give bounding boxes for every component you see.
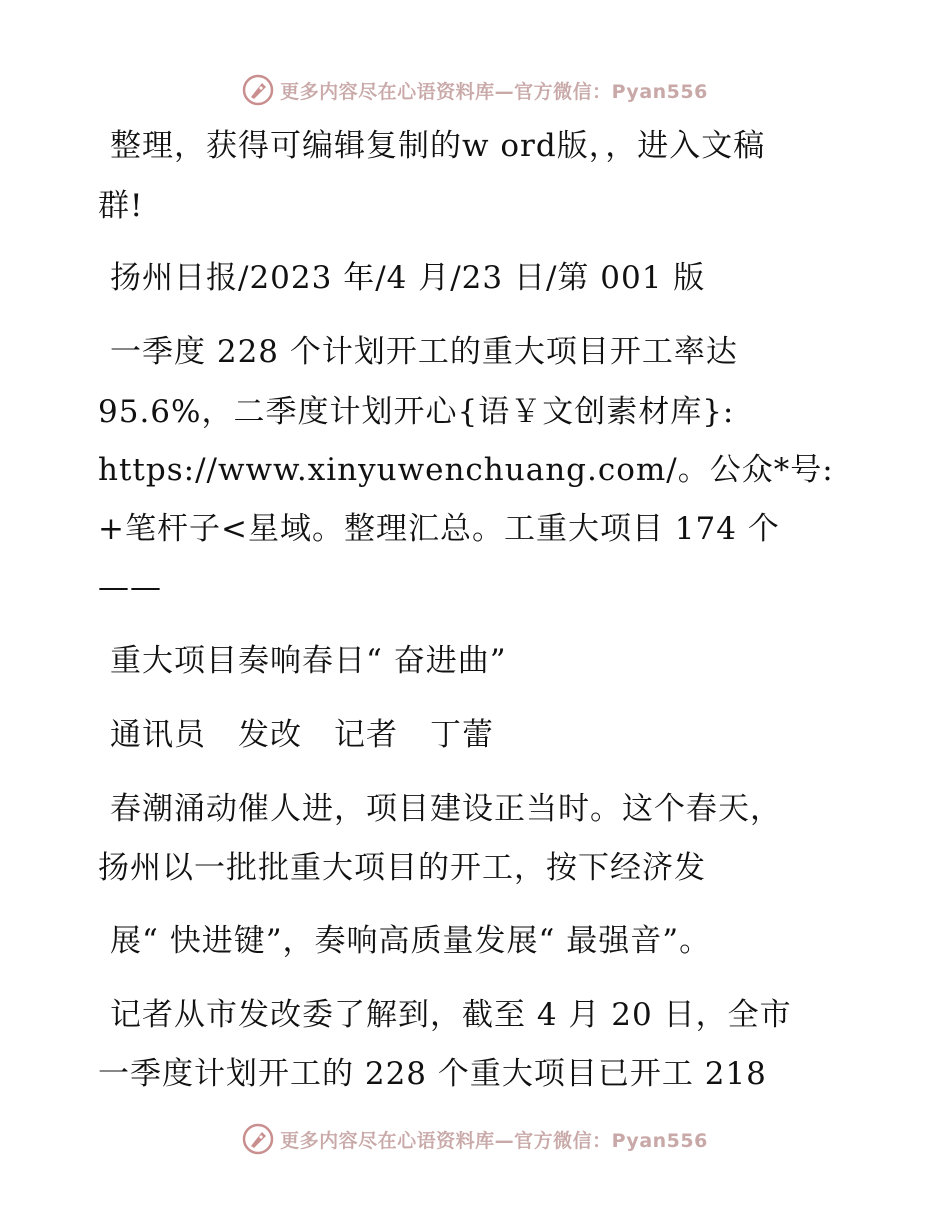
text-line-1: 整理，获得可编辑复制的w ord版，，进入文稿 (110, 128, 766, 164)
text-line-2: 群! (98, 188, 144, 224)
text-line-14: 记者从市发改委了解到，截至 4 月 20 日，全市 (110, 997, 792, 1033)
text-line-15: 一季度计划开工的 228 个重大项目已开工 218 (98, 1056, 767, 1092)
pen-nib-logo-icon (242, 1123, 274, 1155)
header-watermark-banner (0, 70, 950, 110)
section-heading: 重大项目奏响春日“ 奋进曲” (110, 643, 507, 679)
text-line-12: 扬州以一批批重大项目的开工，按下经济发 (98, 850, 706, 886)
pen-nib-logo-icon (242, 74, 274, 106)
header-watermark-text: 更多内容尽在心语资料库—官方微信：Pyan556 (280, 80, 708, 103)
footer-watermark-banner (0, 1119, 950, 1159)
text-line-7: +笔杆子<星域。整理汇总。工重大项目 174 个 (98, 511, 780, 547)
footer-watermark-text: 更多内容尽在心语资料库—官方微信：Pyan556 (280, 1129, 708, 1152)
text-line-8: —— (98, 569, 162, 605)
text-line-3: 扬州日报/2023 年/4 月/23 日/第 001 版 (110, 260, 706, 296)
byline: 通讯员 发改 记者 丁蕾 (110, 717, 494, 753)
text-line-13: 展“ 快进键”，奏响高质量发展“ 最强音”。 (110, 923, 712, 959)
text-line-5: 95.6%，二季度计划开心{语￥文创素材库}: (98, 394, 735, 430)
text-line-6: https://www.xinyuwenchuang.com/。公众*号: (98, 452, 834, 488)
text-line-11: 春潮涌动催人进，项目建设正当时。这个春天， (110, 791, 782, 827)
text-line-4: 一季度 228 个计划开工的重大项目开工率达 (110, 334, 738, 370)
